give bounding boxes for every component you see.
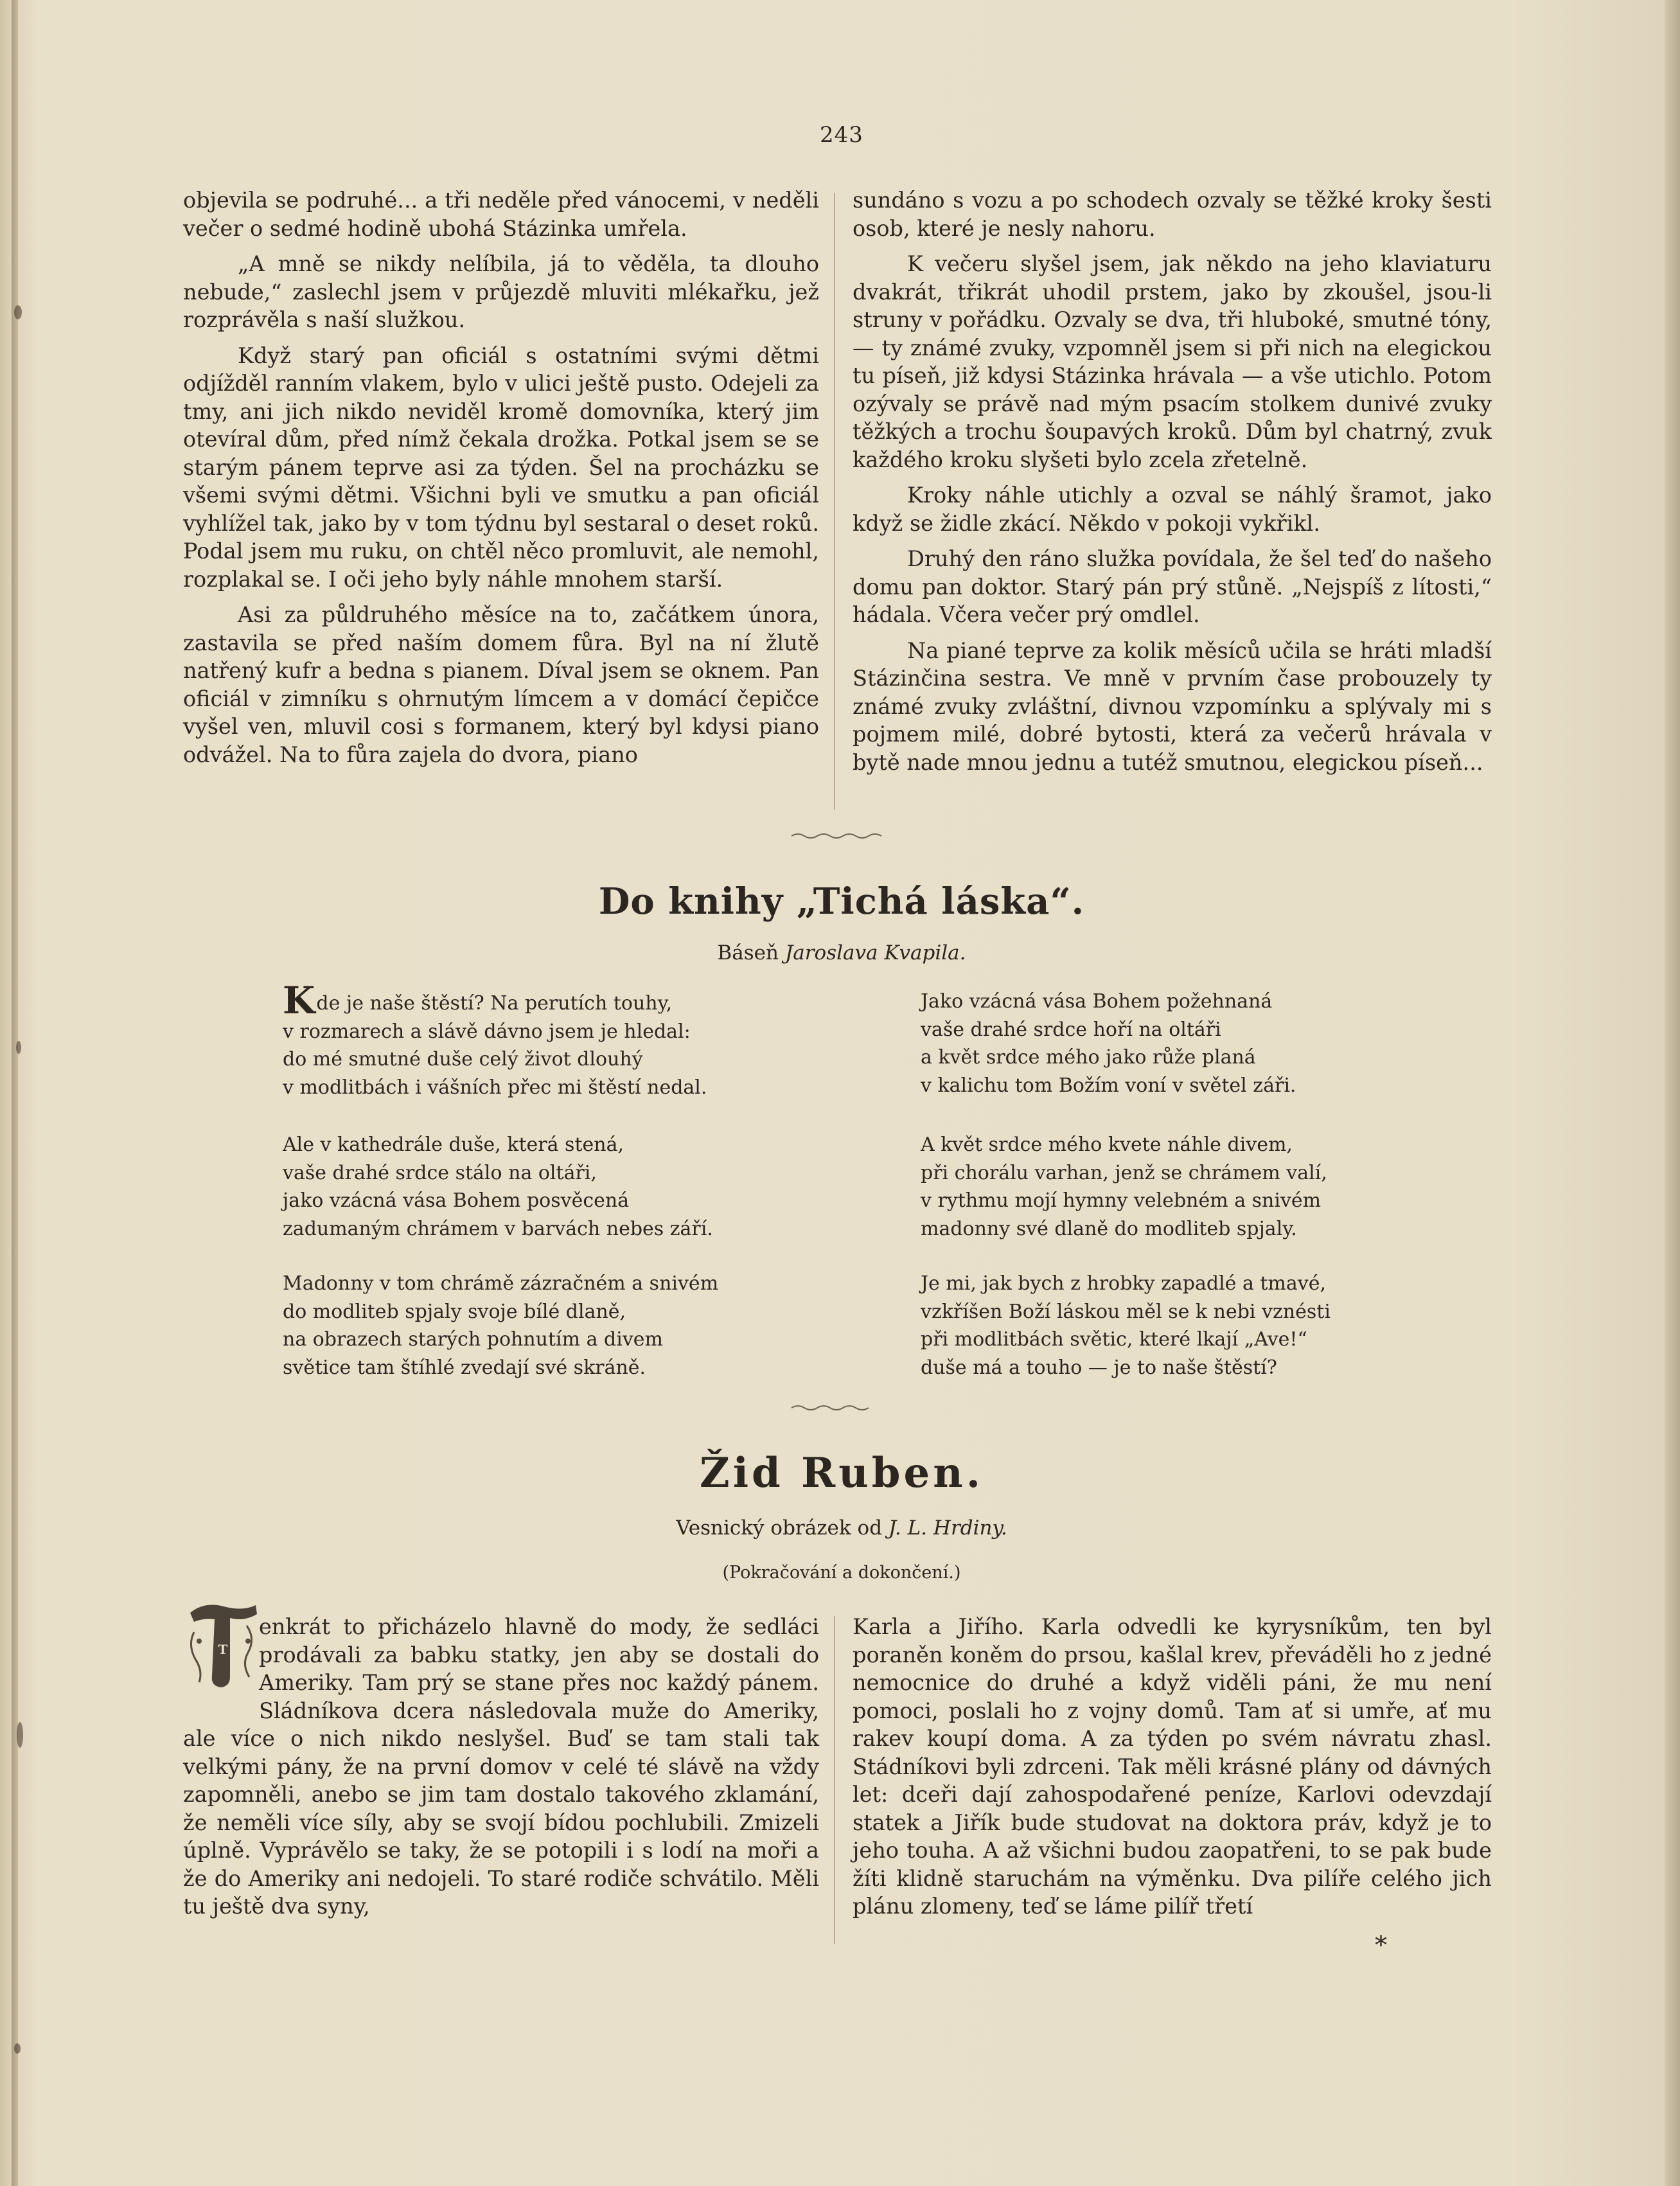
poem-stanza bbox=[921, 1270, 1331, 1382]
story-subtitle bbox=[540, 1516, 1144, 1540]
column-divider bbox=[834, 193, 835, 810]
poem-line: zadumaným chrámem v barvách nebes září. bbox=[283, 1217, 713, 1240]
section-ornament bbox=[790, 832, 887, 840]
story-column-right bbox=[853, 1613, 1492, 1921]
poem-line: do modliteb spjaly svoje bílé dlaně, bbox=[283, 1300, 626, 1323]
page-number: 243 bbox=[820, 122, 863, 148]
ink-stain bbox=[14, 2043, 21, 2054]
subtitle-prefix: Vesnický obrázek od bbox=[676, 1516, 883, 1540]
story-column-left bbox=[183, 1613, 819, 1921]
paragraph: objevila se podruhé... a tři neděle před vánocemi, v neděli večer o sedmé hodině ubohá Stázinka umřela. bbox=[183, 188, 819, 241]
paragraph: „A mně se nikdy nelíbila, já to věděla, ta dlouho nebude,“ zaslechl jsem v průjezdě mluviti mlékařku, jež rozprávěla s naší služkou. bbox=[183, 251, 819, 332]
poem-line: Ale v kathedrále duše, která stená, bbox=[283, 1133, 624, 1156]
section-ornament bbox=[790, 1404, 874, 1412]
poem-byline bbox=[578, 941, 1105, 964]
footnote-mark: * bbox=[1375, 1931, 1387, 1959]
poem-line: světice tam štíhlé zvedají své skráně. bbox=[283, 1356, 646, 1379]
paragraph: Kroky náhle utichly a ozval se náhlý šramot, jako když se židle zkácí. Někdo v pokoji vykřikl. bbox=[853, 483, 1492, 536]
poem-line: v kalichu tom Božím voní v světel záři. bbox=[921, 1074, 1296, 1097]
binding-edge bbox=[12, 0, 18, 2186]
poem-line: do mé smutné duše celý život dlouhý bbox=[283, 1048, 643, 1071]
paragraph: sundáno s vozu a po schodech ozvaly se těžké kroky šesti osob, které je nesly nahoru. bbox=[853, 188, 1492, 241]
poem-line: Madonny v tom chrámě zázračném a snivém bbox=[283, 1272, 719, 1295]
poem-line: vaše drahé srdce stálo na oltáři, bbox=[283, 1161, 597, 1184]
paragraph: Asi za půldruhého měsíce na to, začátkem února, zastavila se před naším domem fůra. Byl na ní žlutě natřený kufr a bedna s pianem. Díval jsem se oknem. Pan oficiál v zimníku s ohrnutým límcem a v domácí čepičce vyšel ven, mluvil cosi s formanem, který byl kdysi piano odvážel. Na to fůra zajela do dvora, piano bbox=[183, 602, 819, 767]
article-column-right bbox=[853, 186, 1492, 776]
article-column-left bbox=[183, 186, 819, 769]
poem-stanza bbox=[283, 1270, 718, 1382]
page-edge bbox=[1665, 0, 1680, 2186]
poem-line bbox=[283, 979, 707, 1022]
paragraph: Když starý pan oficiál s ostatními svými dětmi odjížděl ranním vlakem, bylo v ulici ještě pusto. Odejeli za tmy, ani jich nikdo neviděl kromě domovníka, který jim otevíral dům, před nímž čekala drožka. Potkal jsem se se starým pánem teprve asi za týden. Šel na procházku se všemi svými dětmi. Všichni byli ve smutku a pan oficiál vyhlížel tak, jako by v tom týdnu byl sestaral o deset roků. Podal jsem mu ruku, on chtěl něco promluvit, ale nemohl, rozplakal se. I oči jeho byly náhle mnohem starší. bbox=[183, 342, 819, 592]
ink-stain bbox=[14, 305, 22, 319]
ink-stain bbox=[17, 1722, 23, 1748]
poem-stanza bbox=[921, 988, 1296, 1099]
poem-line: a květ srdce mého jako růže planá bbox=[921, 1046, 1256, 1069]
poem-stanza bbox=[921, 1131, 1327, 1243]
drop-letter: K bbox=[283, 979, 315, 1022]
poem-line-text: de je naše štěstí? Na perutích touhy, bbox=[316, 992, 673, 1015]
poem-line: při modlitbách světic, které lkají „Ave!“ bbox=[921, 1328, 1307, 1351]
poem-stanza bbox=[283, 979, 707, 1101]
story-title: Žid Ruben. bbox=[699, 1449, 984, 1497]
poem-line: duše má a touho — je to naše štěstí? bbox=[921, 1356, 1277, 1379]
paragraph: Na piané teprve za kolik měsíců učila se hráti mladší Stázinčina sestra. Ve mně v prvním čase probouzely ty známé zvuky zvláštní, divnou vzpomínku a splývaly mi s pojmem milé, dobré bytosti, která za večerů hrávala v bytě nade mnou jednu a tutéž smutnou, elegickou píseň... bbox=[853, 637, 1492, 775]
poem-line: Je mi, jak bych z hrobky zapadlé a tmavé, bbox=[921, 1272, 1326, 1295]
paragraph: K večeru slyšel jsem, jak někdo na jeho klaviaturu dvakrát, třikrát uhodil prstem, jako by zkoušel, jsou-li struny v pořádku. Ozvaly se dva, tři hluboké, smutné tóny, — ty známé zvuky, vzpomněl jsem si při nich na elegickou tu píseň, již kdysi Stázinka hrávala — a vše utichlo. Potom ozývaly se právě nad mým psacím stolkem dunivé zvuky těžkých a trochu šoupavých kroků. Dům byl chatrný, zvuk každého kroku slyšeti bylo zcela zřetelně. bbox=[853, 251, 1492, 472]
poem-line: při chorálu varhan, jenž se chrámem valí, bbox=[921, 1161, 1327, 1184]
continuation-note: (Pokračování a dokončení.) bbox=[722, 1563, 961, 1583]
poem-line: madonny své dlaně do modliteb spjaly. bbox=[921, 1217, 1297, 1240]
poem-stanza bbox=[283, 1131, 713, 1243]
poem-title: Do knihy „Tichá láska“. bbox=[598, 880, 1085, 923]
poem-author: Jaroslava Kvapila. bbox=[784, 941, 966, 964]
poem-line: na obrazech starých pohnutím a divem bbox=[283, 1328, 663, 1351]
poem-line: v rozmarech a slávě dávno jsem je hledal: bbox=[283, 1020, 691, 1043]
column-divider bbox=[834, 1616, 835, 1944]
paragraph: Druhý den ráno služka povídala, že šel teď do našeho domu pan doktor. Starý pán prý stůně. „Nejspíš z lítosti,“ hádala. Včera večer prý omdlel. bbox=[853, 546, 1492, 627]
byline-prefix: Báseň bbox=[717, 941, 779, 964]
ink-stain bbox=[16, 1041, 21, 1054]
poem-line: Jako vzácná vása Bohem požehnaná bbox=[921, 990, 1273, 1013]
poem-line: vaše drahé srdce hoří na oltáři bbox=[921, 1018, 1221, 1041]
paragraph: Karla a Jiřího. Karla odvedli ke kyrysníkům, ten byl poraněn koněm do prsou, kašlal krev, převáděli ho z jedné nemocnice do druhé a když viděli páni, že mu není pomoci, poslali ho z vojny domů. Tam ať si umře, ať mu rakev koupí doma. A za týden po svém návratu zhasl. Stádníkovi byli zdrceni. Tak měli krásné plány od dávných let: dceři dají zahospodařené peníze, Karlovi odevzdají statek a Jiřík bude studovat na doktora práv, když je to jeho touha. A až všichni budou zaopatřeni, to se pak bude žíti klidně staruchám na výměnku. Dva pilíře celého jich plánu zlomeny, teď se láme pilíř třetí bbox=[853, 1614, 1492, 1919]
poem-line: A květ srdce mého kvete náhle divem, bbox=[921, 1133, 1293, 1156]
poem-line: v rythmu mojí hymny velebném a snivém bbox=[921, 1189, 1322, 1212]
dropcap-letter: T bbox=[218, 1642, 228, 1657]
poem-line: jako vzácná vása Bohem posvěcená bbox=[283, 1189, 630, 1212]
paragraph: enkrát to přicházelo hlavně do mody, že sedláci prodávali za babku statky, jen aby se dostali do Ameriky. Tam prý se stane přes noc každý pánem. Sládníkova dcera následovala muže do Ameriky, ale více o nich nikdo neslyšel. Buď se tam stali tak velkými pány, že na první domov v celé té slávě na vždy zapomněli, anebo se jim tam dostalo takového zklamání, že neměli více síly, aby se svojí bídou pochlubili. Zmizeli úplně. Vyprávělo se taky, že se potopili i s lodí na moři a že do Ameriky ani nedojeli. To staré rodiče schvátilo. Měli tu ještě dva syny, bbox=[183, 1614, 819, 1919]
poem-line: vzkříšen Boží láskou měl se k nebi vznésti bbox=[921, 1300, 1331, 1323]
poem-line: v modlitbách i vášních přec mi štěstí nedal. bbox=[283, 1076, 707, 1099]
story-author: J. L. Hrdiny. bbox=[888, 1516, 1007, 1540]
